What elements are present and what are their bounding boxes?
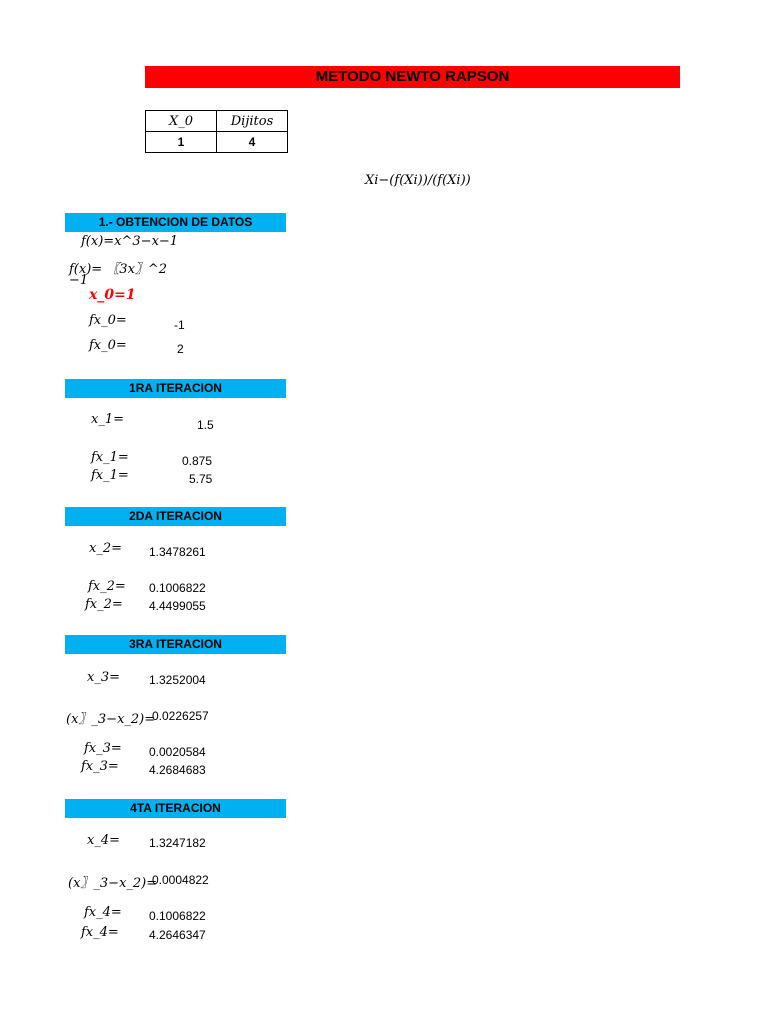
x0-initial-label: x_0=1: [89, 287, 136, 303]
derivative-label: f(x)= 〖3x〗^2: [69, 262, 168, 277]
dfx4-label: fx_4=: [81, 925, 119, 940]
x2-value: 1.3478261: [149, 545, 206, 559]
section-iteration-3: 3RA ITERACION: [65, 635, 286, 654]
fx0-label: fx_0=: [89, 313, 127, 328]
dfx2-label: fx_2=: [85, 597, 123, 612]
fx4-label: fx_4=: [84, 905, 122, 920]
x1-label: x_1=: [91, 412, 124, 427]
digits-header: Dijitos: [217, 111, 288, 132]
fx3-label: fx_3=: [84, 741, 122, 756]
derivative-label-cont: −1: [69, 273, 89, 288]
x4-label: x_4=: [87, 833, 120, 848]
params-table: [145, 110, 288, 153]
fx2-value: 0.1006822: [149, 581, 206, 595]
page-title: METODO NEWTO RAPSON: [145, 66, 680, 88]
fx1-label: fx_1=: [91, 450, 129, 465]
fx3-value: 0.0020584: [149, 745, 206, 759]
dfx1-value: 5.75: [189, 472, 213, 486]
section-iteration-1: 1RA ITERACION: [65, 379, 286, 398]
digits-value: 4: [217, 132, 288, 153]
dfx4-value: 4.2646347: [149, 928, 206, 942]
x3-value: 1.3252004: [149, 673, 206, 687]
dfx0-label: fx_0=: [89, 338, 127, 353]
newton-formula: Xi−(f(Xi))/(f(Xi)): [365, 173, 471, 188]
x3-label: x_3=: [87, 670, 120, 685]
dfx1-label: fx_1=: [91, 468, 129, 483]
section-obtencion-datos: 1.- OBTENCION DE DATOS: [65, 213, 286, 232]
err3-value: 0.0226257: [152, 709, 209, 723]
dfx3-label: fx_3=: [81, 759, 119, 774]
dfx0-value: 2: [177, 342, 184, 356]
x4-value: 1.3247182: [149, 836, 206, 850]
fx0-value: -1: [174, 318, 185, 332]
x0-header: X_0: [146, 111, 217, 132]
fx2-label: fx_2=: [88, 579, 126, 594]
dfx2-value: 4.4499055: [149, 599, 206, 613]
fx1-value: 0.875: [182, 454, 213, 468]
err4-value: 0.0004822: [152, 873, 209, 887]
x1-value: 1.5: [197, 418, 214, 432]
err3-label: (x〗_3−x_2)=: [66, 712, 156, 727]
section-iteration-2: 2DA ITERACION: [65, 507, 286, 526]
section-iteration-4: 4TA ITERACION: [65, 799, 286, 818]
err4-label: (x〗_3−x_2)=: [68, 876, 158, 891]
x0-value: 1: [146, 132, 217, 153]
dfx3-value: 4.2684683: [149, 763, 206, 777]
fx4-value: 0.1006822: [149, 909, 206, 923]
function-label: f(x)=x^3−x−1: [81, 234, 179, 249]
x2-label: x_2=: [89, 541, 122, 556]
